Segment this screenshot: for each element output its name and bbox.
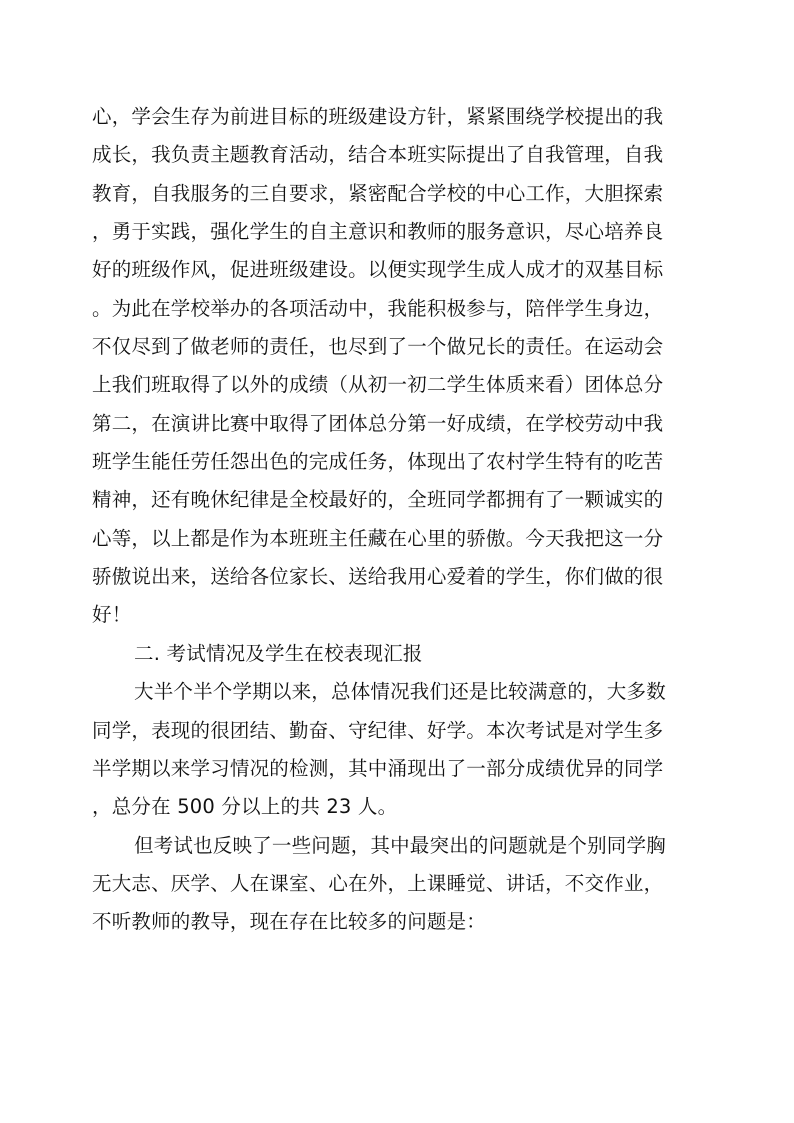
text-line-4: ，勇于实践，强化学生的自主意识和教师的服务意识，尽心培养良 (92, 220, 664, 244)
section-heading: 二. 考试情况及学生在校表现汇报 (134, 641, 423, 665)
text-line-14: 好！ (92, 603, 132, 627)
text-line-6: 。为此在学校举办的各项活动中，我能积极参与，陪伴学生身边， (92, 296, 664, 320)
text-line-18: 半学期以来学习情况的检测，其中涌现出了一部分成绩优异的同学 (92, 756, 664, 780)
text-line-21: 无大志、厌学、人在课室、心在外，上课睡觉、讲话，不交作业， (92, 871, 664, 895)
body-text (92, 98, 732, 942)
text-line-13: 骄傲说出来，送给各位家长、送给我用心爱着的学生，你们做的很 (92, 565, 664, 589)
text-line-17: 同学，表现的很团结、勤奋、守纪律、好学。本次考试是对学生多 (92, 718, 664, 742)
text-line-2: 成长，我负责主题教育活动，结合本班实际提出了自我管理，自我 (92, 143, 664, 167)
text-line-3: 教育，自我服务的三自要求，紧密配合学校的中心工作，大胆探索 (92, 181, 664, 205)
text-line-22: 不听教师的教导，现在存在比较多的问题是： (92, 910, 487, 934)
text-line-10: 班学生能任劳任怨出色的完成任务，体现出了农村学生特有的吃苦 (92, 450, 664, 474)
text-line-8: 上我们班取得了以外的成绩（从初一初二学生体质来看）团体总分 (92, 373, 664, 397)
text-line-5: 好的班级作风，促进班级建设。以便实现学生成人成才的双基目标 (92, 258, 664, 282)
text-line-9: 第二，在演讲比赛中取得了团体总分第一好成绩，在学校劳动中我 (92, 411, 664, 435)
text-line-12: 心等，以上都是作为本班班主任藏在心里的骄傲。今天我把这一分 (92, 526, 664, 550)
text-line-11: 精神，还有晚休纪律是全校最好的，全班同学都拥有了一颗诚实的 (92, 488, 664, 512)
text-line-20: 但考试也反映了一些问题，其中最突出的问题就是个别同学胸 (134, 833, 666, 857)
text-line-1: 心，学会生存为前进目标的班级建设方针，紧紧围绕学校提出的我 (92, 105, 664, 128)
text-line-16: 大半个半个学期以来，总体情况我们还是比较满意的，大多数 (134, 680, 666, 704)
text-line-19: ，总分在 500 分以上的共 23 人。 (92, 795, 398, 819)
text-line-7: 不仅尽到了做老师的责任，也尽到了一个做兄长的责任。在运动会 (92, 335, 664, 359)
